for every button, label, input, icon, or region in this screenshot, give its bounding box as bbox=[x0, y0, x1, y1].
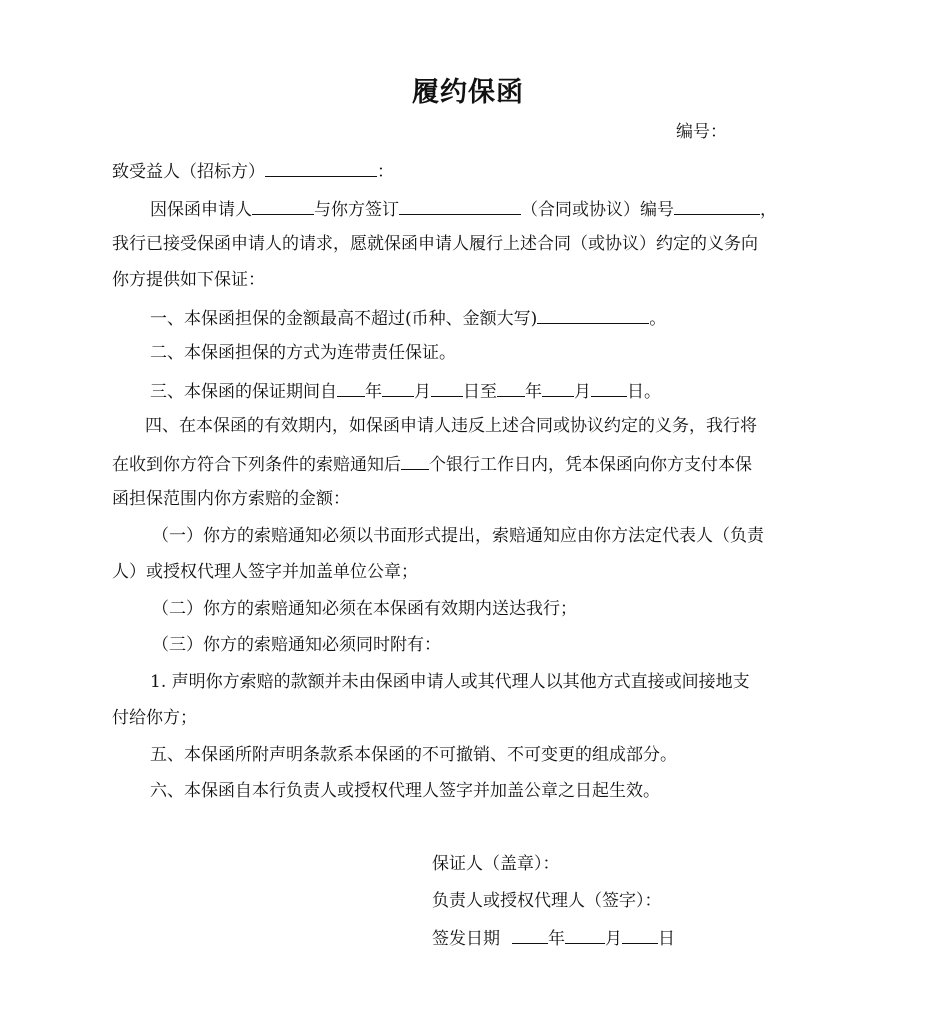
end-year-blank bbox=[497, 378, 525, 397]
clause-4-line-1: 四、在本保函的有效期内，如保函申请人违反上述合同或协议约定的义务，我行将 bbox=[145, 416, 757, 436]
issue-date-label: 签发日期 bbox=[432, 929, 500, 949]
issue-date-line bbox=[432, 925, 675, 951]
sub-clause-3: （三）你方的索赔通知必须同时附有： bbox=[152, 635, 441, 655]
clause-5: 五、本保函所附声明条款系本保函的不可撤销、不可变更的组成部分。 bbox=[150, 745, 677, 765]
issue-year-label: 年 bbox=[548, 929, 565, 949]
item-1-line-2: 付给你方； bbox=[112, 708, 197, 728]
start-month-label: 月 bbox=[414, 382, 431, 402]
p1-contract-text: 与你方签订 bbox=[314, 200, 399, 220]
issue-day-blank bbox=[622, 925, 658, 944]
paragraph-1-line-2: 我行已接受保函申请人的请求，愿就保函申请人履行上述合同（或协议）约定的义务向 bbox=[112, 234, 758, 254]
end-month-label: 月 bbox=[574, 382, 591, 402]
clause-3-text: 三、本保函的保证期间自 bbox=[150, 382, 337, 402]
workdays-blank bbox=[401, 451, 429, 470]
contract-number-blank bbox=[674, 196, 760, 215]
clause-2: 二、本保函担保的方式为连带责任保证。 bbox=[150, 343, 456, 363]
clause-4-text-a: 在收到你方符合下列条件的索赔通知后 bbox=[112, 455, 401, 475]
p1-comma: ， bbox=[760, 200, 777, 220]
salutation-colon: ： bbox=[377, 162, 394, 182]
end-day-label: 日。 bbox=[627, 382, 661, 402]
start-year-blank bbox=[337, 378, 365, 397]
p1-applicant-text: 因保函申请人 bbox=[150, 200, 252, 220]
clause-4-line-2 bbox=[112, 451, 752, 477]
clause-4-text-b: 个银行工作日内，凭本保函向你方支付本保 bbox=[429, 455, 752, 475]
sub-clause-1-line-2: 人）或授权代理人签字并加盖单位公章； bbox=[112, 562, 418, 582]
start-month-blank bbox=[382, 378, 414, 397]
clause-1 bbox=[150, 305, 666, 331]
paragraph-1-line-3: 你方提供如下保证： bbox=[112, 270, 265, 290]
clause-4-line-3: 函担保范围内你方索赔的金额： bbox=[112, 489, 350, 509]
document-title: 履约保函 bbox=[412, 77, 524, 108]
amount-blank bbox=[537, 305, 649, 324]
end-year-label: 年 bbox=[525, 382, 542, 402]
guarantor-seal-label: 保证人（盖章）： bbox=[432, 854, 560, 874]
applicant-blank bbox=[252, 196, 314, 215]
start-day-label: 日至 bbox=[463, 382, 497, 402]
sub-clause-1-line-1: （一）你方的索赔通知必须以书面形式提出，索赔通知应由你方法定代表人（负责 bbox=[152, 526, 764, 546]
clause-6: 六、本保函自本行负责人或授权代理人签字并加盖公章之日起生效。 bbox=[150, 781, 660, 801]
issue-month-blank bbox=[565, 925, 605, 944]
clause-1-text: 一、本保函担保的金额最高不超过(币种、金额大写) bbox=[150, 309, 538, 329]
paragraph-1-line-1 bbox=[150, 196, 777, 222]
item-1-line-1: 1. 声明你方索赔的款额并未由保函申请人或其代理人以其他方式直接或间接地支 bbox=[150, 672, 750, 692]
end-month-blank bbox=[542, 378, 574, 397]
clause-1-end: 。 bbox=[649, 309, 667, 329]
issue-year-blank bbox=[512, 925, 548, 944]
start-year-label: 年 bbox=[365, 382, 382, 402]
clause-3 bbox=[150, 378, 661, 404]
signer-label: 负责人或授权代理人（签字）： bbox=[432, 891, 662, 911]
contract-blank bbox=[399, 196, 521, 215]
beneficiary-blank bbox=[265, 158, 377, 177]
salutation-line bbox=[112, 158, 394, 184]
number-label: 编号： bbox=[676, 122, 727, 142]
salutation-text: 致受益人（招标方） bbox=[112, 162, 265, 182]
end-day-blank bbox=[591, 378, 627, 397]
issue-month-label: 月 bbox=[605, 929, 622, 949]
sub-clause-2: （二）你方的索赔通知必须在本保函有效期内送达我行； bbox=[152, 599, 577, 619]
p1-number-text: （合同或协议）编号 bbox=[521, 200, 674, 220]
issue-day-label: 日 bbox=[658, 929, 675, 949]
start-day-blank bbox=[431, 378, 463, 397]
